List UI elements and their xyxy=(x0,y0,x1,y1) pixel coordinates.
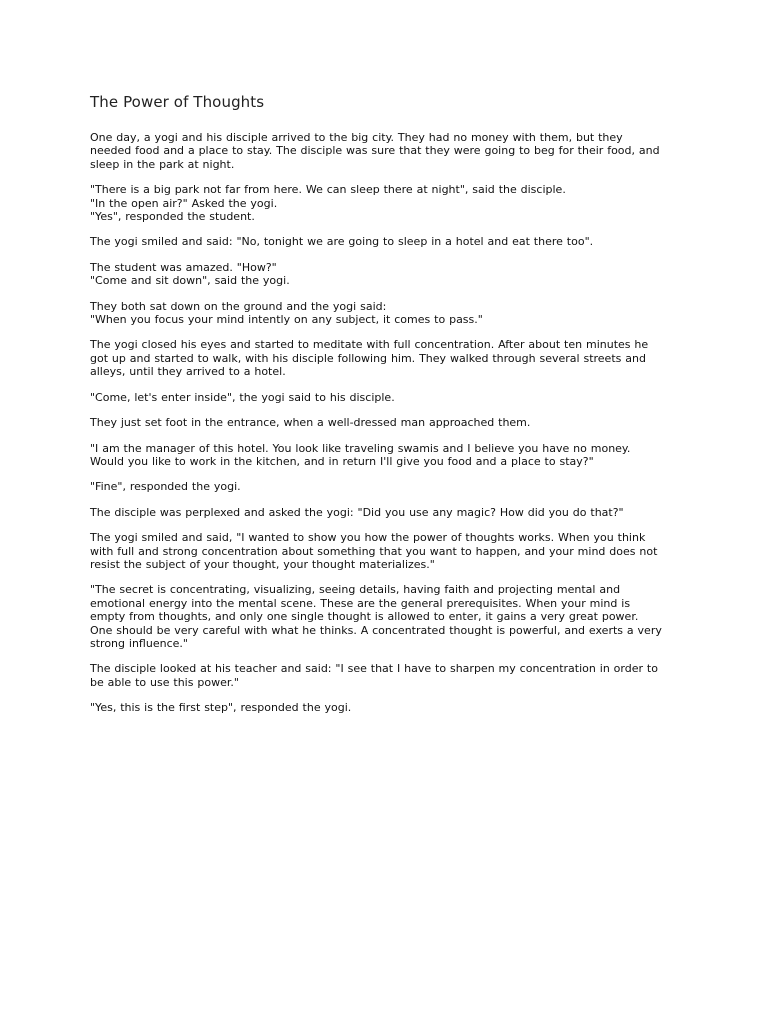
text-line: "In the open air?" Asked the yogi. xyxy=(90,196,278,210)
text-line: The yogi smiled and said: "No, tonight we are going to sleep in a hotel and eat there too". xyxy=(90,235,594,249)
paragraph xyxy=(90,235,690,248)
text-line: The disciple looked at his teacher and said: "I see that I have to sharpen my concentration in order to xyxy=(90,662,658,676)
paragraph xyxy=(90,416,690,429)
paragraph xyxy=(90,391,690,404)
text-line: emotional energy into the mental scene. These are the general prerequisites. When your mind is xyxy=(90,596,631,610)
text-line: sleep in the park at night. xyxy=(90,157,235,171)
text-line: "When you focus your mind intently on any subject, it comes to pass." xyxy=(90,313,483,327)
paragraph xyxy=(90,338,690,378)
text-line: "I am the manager of this hotel. You look like traveling swamis and I believe you have no money. xyxy=(90,441,631,455)
paragraph xyxy=(90,442,690,469)
text-line: One should be very careful with what he thinks. A concentrated thought is powerful, and exerts a very xyxy=(90,623,662,637)
text-line: The yogi smiled and said, "I wanted to show you how the power of thoughts works. When you think xyxy=(90,531,646,545)
paragraph xyxy=(90,300,690,327)
text-line: with full and strong concentration about something that you want to happen, and your mind does not xyxy=(90,544,658,558)
text-line: "The secret is concentrating, visualizing, seeing details, having faith and projecting mental and xyxy=(90,583,621,597)
text-line: "Yes, this is the first step", responded the yogi. xyxy=(90,701,352,715)
document-page xyxy=(90,93,690,727)
text-line: resist the subject of your thought, your thought materializes." xyxy=(90,557,435,571)
text-line: The student was amazed. "How?" xyxy=(90,260,277,274)
text-line: "Come, let's enter inside", the yogi said to his disciple. xyxy=(90,390,395,404)
paragraph xyxy=(90,183,690,223)
text-line: alleys, until they arrived to a hotel. xyxy=(90,365,286,379)
paragraph xyxy=(90,131,690,171)
text-line: They just set foot in the entrance, when a well-dressed man approached them. xyxy=(90,416,531,430)
text-line: empty from thoughts, and only one single thought is allowed to enter, it gains a very great power. xyxy=(90,610,639,624)
text-line: They both sat down on the ground and the yogi said: xyxy=(90,299,387,313)
text-line: "There is a big park not far from here. We can sleep there at night", said the disciple. xyxy=(90,183,566,197)
text-line: "Fine", responded the yogi. xyxy=(90,480,241,494)
text-line: One day, a yogi and his disciple arrived to the big city. They had no money with them, but they xyxy=(90,131,623,144)
text-line: strong influence." xyxy=(90,636,188,650)
text-line: needed food and a place to stay. The disciple was sure that they were going to beg for their food, and xyxy=(90,144,660,158)
paragraph xyxy=(90,583,690,650)
text-line: be able to use this power." xyxy=(90,675,239,689)
text-line: The yogi closed his eyes and started to meditate with full concentration. After about ten minutes he xyxy=(90,338,649,352)
paragraph xyxy=(90,506,690,519)
text-line: got up and started to walk, with his disciple following him. They walked through several streets and xyxy=(90,351,646,365)
paragraph xyxy=(90,261,690,288)
paragraph xyxy=(90,701,690,714)
text-line: Would you like to work in the kitchen, and in return I'll give you food and a place to stay?" xyxy=(90,454,594,468)
text-line: The disciple was perplexed and asked the yogi: "Did you use any magic? How did you do that?" xyxy=(90,505,624,519)
text-line: "Come and sit down", said the yogi. xyxy=(90,274,290,288)
document-body xyxy=(90,131,690,715)
page-title: The Power of Thoughts xyxy=(90,93,265,111)
text-line: "Yes", responded the student. xyxy=(90,210,255,224)
paragraph xyxy=(90,531,690,571)
paragraph xyxy=(90,480,690,493)
paragraph xyxy=(90,662,690,689)
